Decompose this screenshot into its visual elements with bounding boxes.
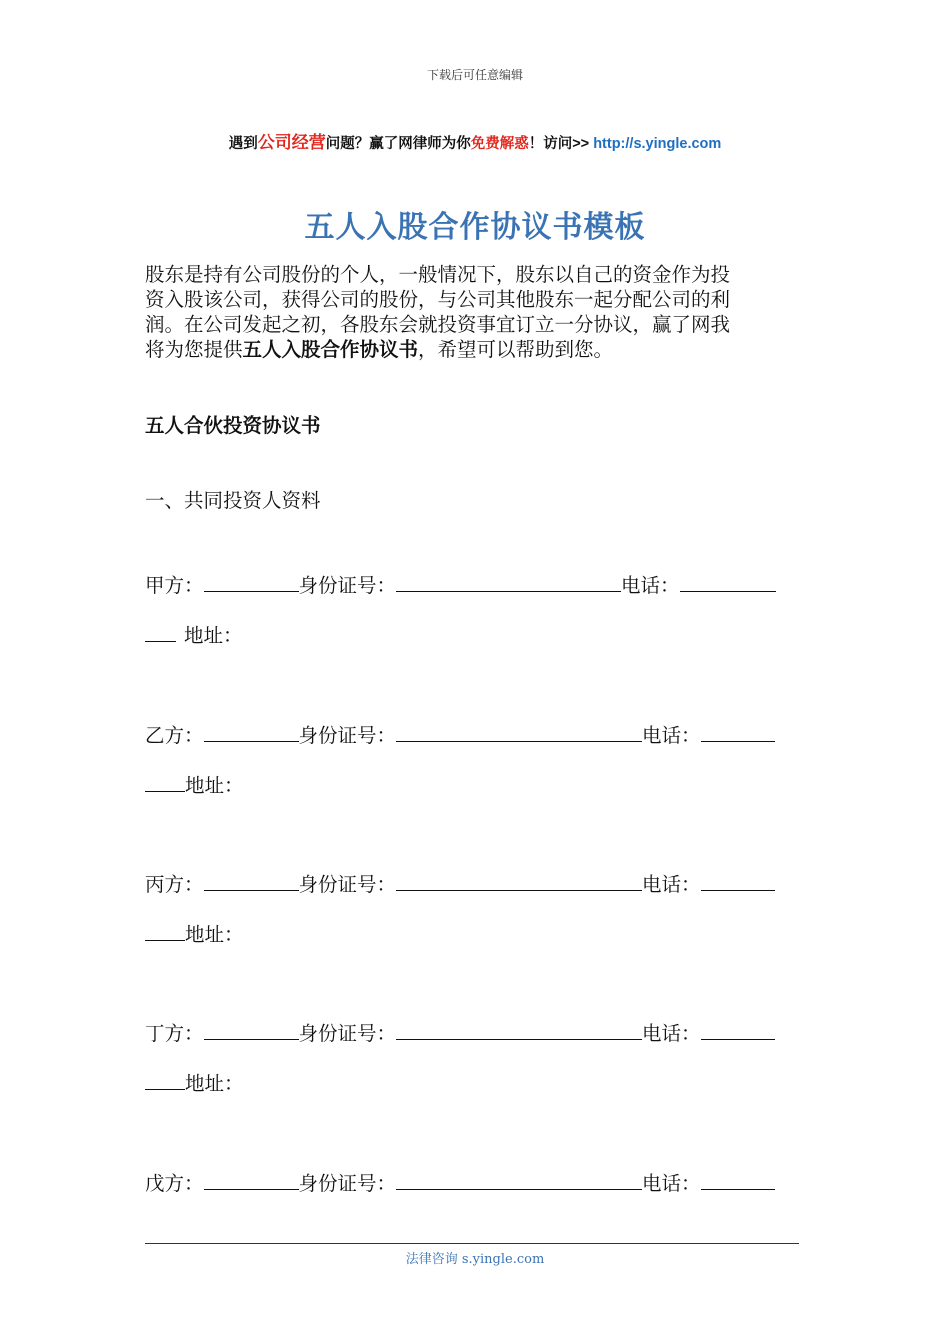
name-blank[interactable] xyxy=(204,573,299,592)
download-note: 下载后可任意编辑 xyxy=(426,68,523,82)
intro-line: 股东是持有公司股份的个人，一般情况下，股东以自己的资金作为投 xyxy=(145,263,731,286)
tel-blank-continued[interactable] xyxy=(145,623,176,642)
agreement-heading: 五人合伙投资协议书 xyxy=(145,414,321,437)
tel-blank-continued[interactable] xyxy=(145,922,185,941)
tel-blank[interactable] xyxy=(680,573,776,592)
id-label: 身份证号： xyxy=(298,1172,397,1195)
party-row-address xyxy=(145,620,807,646)
party-row xyxy=(145,1018,807,1044)
id-label: 身份证号： xyxy=(298,574,397,597)
party-name-label: 乙方： xyxy=(145,724,204,747)
id-label: 身份证号： xyxy=(298,873,397,896)
banner-highlight-company: 公司经营 xyxy=(257,133,326,152)
tel-blank[interactable] xyxy=(701,1021,775,1040)
tel-blank[interactable] xyxy=(701,872,775,891)
intro-line4-suffix: ，希望可以帮助到您。 xyxy=(418,338,614,361)
name-blank[interactable] xyxy=(204,872,299,891)
tel-blank[interactable] xyxy=(701,723,775,742)
party-row xyxy=(145,869,807,895)
tel-blank[interactable] xyxy=(701,1171,775,1190)
name-blank[interactable] xyxy=(204,723,299,742)
banner-link[interactable]: http://s.yingle.com xyxy=(593,136,722,152)
party-block-yi xyxy=(145,720,807,796)
party-row-address xyxy=(145,770,807,796)
tel-blank-continued[interactable] xyxy=(145,773,185,792)
banner-prefix: 遇到 xyxy=(228,136,258,152)
banner-highlight-free: 免费解惑 xyxy=(470,136,529,152)
id-blank[interactable] xyxy=(396,723,642,742)
intro-line4-prefix: 将为您提供 xyxy=(145,338,243,361)
party-name-label: 丁方： xyxy=(145,1022,204,1045)
address-label: 地址： xyxy=(184,624,243,647)
party-row xyxy=(145,570,807,596)
party-name-label: 甲方： xyxy=(145,574,204,597)
name-blank[interactable] xyxy=(204,1171,299,1190)
party-row xyxy=(145,720,807,746)
intro-paragraph xyxy=(145,262,807,362)
intro-line xyxy=(145,337,807,362)
address-label: 地址： xyxy=(185,774,244,797)
address-label: 地址： xyxy=(185,923,244,946)
party-row-address xyxy=(145,919,807,945)
intro-bold-term: 五人入股合作协议书 xyxy=(242,338,419,361)
intro-line: 润。在公司发起之初，各股东会就投资事宜订立一分协议，赢了网我 xyxy=(145,313,731,336)
party-block-ding xyxy=(145,1018,807,1094)
id-blank[interactable] xyxy=(396,1171,642,1190)
id-label: 身份证号： xyxy=(298,724,397,747)
party-block-wu xyxy=(145,1168,807,1194)
promo-banner xyxy=(0,128,950,153)
tel-blank-continued[interactable] xyxy=(145,1071,185,1090)
party-block-bing xyxy=(145,869,807,945)
address-label: 地址： xyxy=(185,1072,244,1095)
section-investors-info: 一、共同投资人资料 xyxy=(145,489,321,512)
intro-line: 资入股该公司，获得公司的股份，与公司其他股东一起分配公司的利 xyxy=(145,288,731,311)
name-blank[interactable] xyxy=(204,1021,299,1040)
document-title: 五人入股合作协议书模板 xyxy=(304,210,646,245)
tel-label: 电话： xyxy=(621,574,680,597)
id-blank[interactable] xyxy=(396,573,621,592)
id-blank[interactable] xyxy=(396,872,642,891)
tel-label: 电话： xyxy=(642,724,701,747)
id-label: 身份证号： xyxy=(298,1022,397,1045)
footer-divider xyxy=(145,1243,799,1244)
id-blank[interactable] xyxy=(396,1021,642,1040)
party-block-jia xyxy=(145,570,807,646)
banner-suffix: ！访问>> xyxy=(528,136,594,152)
banner-middle: 问题？赢了网律师为你 xyxy=(325,136,471,152)
tel-label: 电话： xyxy=(642,1172,701,1195)
party-name-label: 丙方： xyxy=(145,873,204,896)
tel-label: 电话： xyxy=(642,1022,701,1045)
footer-text[interactable]: 法律咨询 s.yingle.com xyxy=(405,1252,545,1267)
party-row xyxy=(145,1168,807,1194)
party-row-address xyxy=(145,1068,807,1094)
tel-label: 电话： xyxy=(642,873,701,896)
party-name-label: 戊方： xyxy=(145,1172,204,1195)
